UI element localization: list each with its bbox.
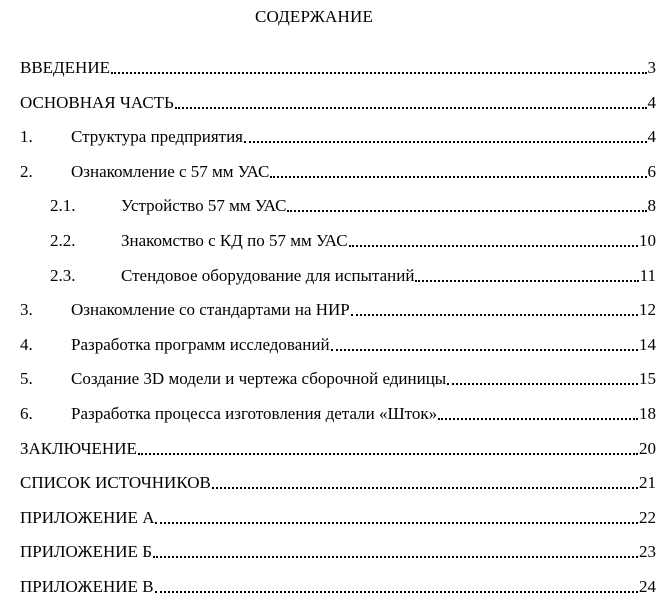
- toc-page-number: 21: [639, 473, 656, 493]
- toc-entry[interactable]: [0, 466, 664, 501]
- toc-entry[interactable]: [0, 155, 664, 190]
- toc-entry-label: Стендовое оборудование для испытаний: [121, 265, 415, 285]
- toc-entry-number: 4.: [20, 334, 33, 354]
- toc-entry[interactable]: [0, 189, 664, 224]
- toc-page-number: 4: [647, 127, 656, 147]
- toc-entry-label: ПРИЛОЖЕНИЕ В: [20, 576, 154, 596]
- toc-entry-label: Структура предприятия: [71, 127, 243, 147]
- toc-entry-number: 2.1.: [50, 196, 76, 216]
- toc-entry[interactable]: [0, 397, 664, 432]
- toc-entry-label: Ознакомление с 57 мм УАС: [71, 161, 270, 181]
- toc-page-number: 24: [639, 576, 656, 596]
- toc-entry[interactable]: [0, 86, 664, 121]
- toc-dot-leader: [287, 210, 647, 212]
- toc-entry-number: 2.: [20, 161, 33, 181]
- toc-entry-number: 3.: [20, 300, 33, 320]
- toc-dot-leader: [351, 314, 638, 316]
- toc-page-number: 22: [639, 507, 656, 527]
- toc-dot-leader: [155, 591, 638, 593]
- toc-entry-label: Разработка программ исследований: [71, 334, 330, 354]
- toc-list: [0, 51, 664, 605]
- toc-page-number: 6: [647, 161, 656, 181]
- toc-entry-label: ПРИЛОЖЕНИЕ А: [20, 507, 155, 527]
- toc-entry[interactable]: [0, 362, 664, 397]
- toc-page-number: 23: [639, 542, 656, 562]
- toc-entry-label: Устройство 57 мм УАС: [121, 196, 287, 216]
- toc-entry[interactable]: [0, 259, 664, 294]
- toc-dot-leader: [111, 72, 647, 74]
- toc-page-number: 12: [639, 300, 656, 320]
- toc-entry-label: Разработка процесса изготовления детали «Шток»: [71, 403, 438, 423]
- toc-dot-leader: [438, 418, 638, 420]
- toc-entry-label: ЗАКЛЮЧЕНИЕ: [20, 438, 137, 458]
- toc-page-number: 11: [639, 265, 656, 285]
- toc-dot-leader: [415, 280, 639, 282]
- toc-entry[interactable]: [0, 328, 664, 363]
- toc-entry-number: 6.: [20, 403, 33, 423]
- toc-entry-label: ПРИЛОЖЕНИЕ Б: [20, 542, 152, 562]
- toc-entry-label: ВВЕДЕНИЕ: [20, 58, 110, 77]
- toc-page-number: 15: [639, 369, 656, 389]
- toc-entry-number: 2.3.: [50, 265, 76, 285]
- toc-entry-number: 1.: [20, 127, 33, 147]
- toc-dot-leader: [349, 245, 638, 247]
- toc-dot-leader: [331, 349, 638, 351]
- toc-page-number: 10: [639, 230, 656, 250]
- toc-dot-leader: [244, 141, 647, 143]
- toc-page-number: 20: [639, 438, 656, 458]
- toc-page-number: 14: [639, 334, 656, 354]
- toc-entry[interactable]: [0, 51, 664, 86]
- toc-dot-leader: [175, 107, 647, 109]
- toc-page-number: 4: [647, 92, 656, 112]
- toc-entry-label: Знакомство с КД по 57 мм УАС: [121, 230, 348, 250]
- toc-page-number: 8: [647, 196, 656, 216]
- toc-entry[interactable]: [0, 432, 664, 467]
- toc-entry[interactable]: [0, 293, 664, 328]
- toc-dot-leader: [138, 453, 638, 455]
- toc-entry[interactable]: [0, 535, 664, 570]
- toc-entry-label: СПИСОК ИСТОЧНИКОВ: [20, 473, 211, 493]
- toc-entry-label: ОСНОВНАЯ ЧАСТЬ: [20, 92, 174, 112]
- toc-dot-leader: [155, 522, 638, 524]
- toc-dot-leader: [212, 487, 638, 489]
- toc-entry[interactable]: [0, 570, 664, 605]
- toc-page-number: 3: [647, 58, 656, 77]
- toc-dot-leader: [270, 176, 647, 178]
- toc-entry[interactable]: [0, 120, 664, 155]
- toc-entry-number: 2.2.: [50, 230, 76, 250]
- toc-dot-leader: [153, 556, 638, 558]
- toc-title: СОДЕРЖАНИЕ: [254, 7, 374, 26]
- toc-dot-leader: [447, 383, 638, 385]
- toc-entry-number: 5.: [20, 369, 33, 389]
- toc-entry-label: Создание 3D модели и чертежа сборочной единицы: [71, 369, 447, 389]
- toc-entry[interactable]: [0, 501, 664, 536]
- toc-entry[interactable]: [0, 224, 664, 259]
- toc-page-number: 18: [639, 403, 656, 423]
- toc-entry-label: Ознакомление со стандартами на НИР: [71, 300, 350, 320]
